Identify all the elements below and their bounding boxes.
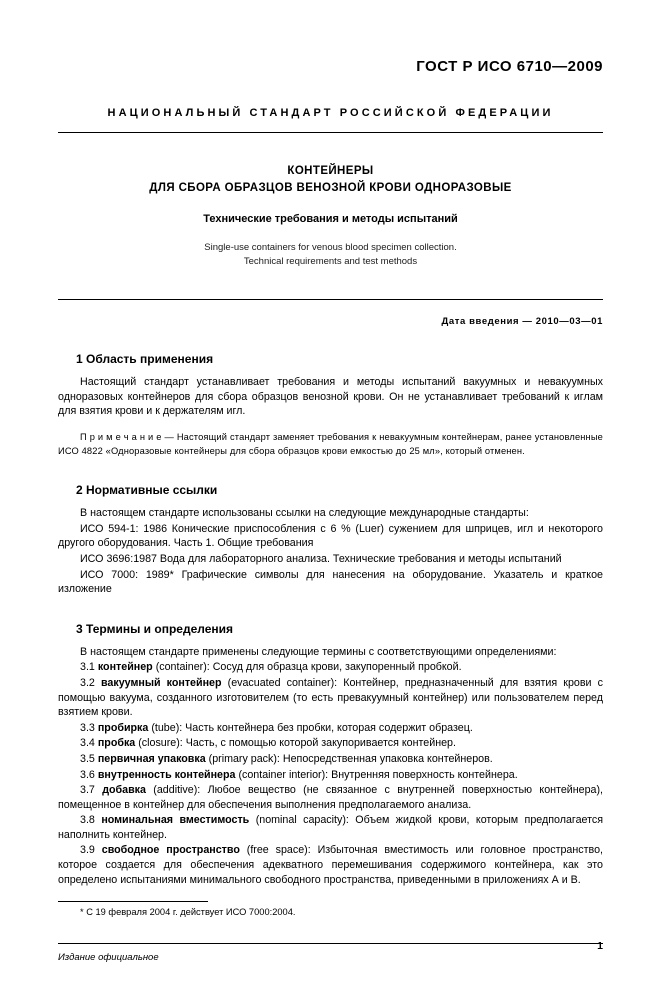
term-label-3-2: вакуумный контейнер — [100, 676, 222, 689]
divider-bottom — [58, 943, 603, 944]
section-heading-terms: 3 Термины и определения — [76, 621, 234, 636]
term-number-3-9: 3.9 — [80, 844, 95, 857]
term-label-3-9: свободное пространство — [101, 844, 240, 857]
document-page — [0, 58, 661, 994]
term-text-3-6: (container interior): Внутренняя поверхность контейнера. — [235, 768, 518, 781]
term-definition-3-9 — [58, 843, 603, 887]
page-number: 1 — [597, 940, 603, 952]
term-number-3-2: 3.2 — [80, 676, 95, 689]
term-definition-3-1 — [58, 660, 603, 675]
term-text-3-5: (primary pack): Непосредственная упаковка контейнеров. — [205, 752, 493, 765]
term-definition-3-2 — [58, 676, 603, 720]
section-3-intro: В настоящем стандарте применены следующие термины с соответствующими определениями: — [80, 645, 557, 658]
term-text-3-3: (tube): Часть контейнера без пробки, которая содержит образец. — [148, 721, 473, 734]
term-number-3-3: 3.3 — [80, 721, 95, 734]
section-2-reference-iso-594: ИСО 594-1: 1986 Конические приспособления с 6 % (Luer) сужением для шприцев, игл и некоторого другого оборудования. Часть 1. Общие требования — [58, 522, 603, 550]
document-title-english — [58, 241, 603, 269]
term-number-3-8: 3.8 — [80, 814, 95, 827]
term-text-3-8: (nominal capacity): Объем жидкой крови, которым предполагается наполнить контейнер. — [58, 814, 604, 841]
document-title-english-line-1: Single-use containers for venous blood specimen collection. — [204, 242, 457, 253]
gost-standard-number: ГОСТ Р ИСО 6710—2009 — [416, 58, 603, 75]
footnote-divider — [58, 901, 208, 902]
term-label-3-8: номинальная вместимость — [101, 814, 250, 827]
term-label-3-7: добавка — [102, 784, 146, 797]
term-definition-3-4 — [58, 736, 603, 751]
term-text-3-9: (free space): Избыточная вместимость или головное пространство, которое создается для обеспечения адекватного перемешивания содержимого контейнера, как это определено испытаниями минимального свободного пространства, приведенными в приложениях А и В. — [58, 844, 603, 886]
term-text-3-2: (evacuated container): Контейнер, предназначенный для взятия крови с помощью вакуума, созданного изготовителем (то есть превакуумный контейнер) или пользователем перед взятием крови. — [58, 676, 603, 719]
section-2-reference-iso-7000: ИСО 7000: 1989* Графические символы для нанесения на оборудование. Указатель и краткое изложение — [58, 568, 603, 596]
term-definition-3-6 — [58, 768, 603, 783]
effective-date: Дата введения — 2010—03—01 — [441, 316, 603, 327]
term-text-3-7: (additive): Любое вещество (не связанное с внутренней поверхностью контейнера), помещенное в контейнер для обеспечения выполнения предполагаемого анализа. — [58, 784, 603, 811]
term-label-3-5: первичная упаковка — [97, 752, 206, 765]
section-2-paragraph-1: В настоящем стандарте использованы ссылки на следующие международные стандарты: — [80, 507, 529, 520]
footnote-text: * С 19 февраля 2004 г. действует ИСО 7000:2004. — [80, 907, 296, 918]
term-label-3-6: внутренность контейнера — [97, 768, 236, 781]
official-edition-label: Издание официальное — [58, 952, 159, 964]
term-number-3-4: 3.4 — [80, 737, 95, 750]
document-title-english-line-2: Technical requirements and test methods — [243, 256, 418, 267]
national-standard-label: НАЦИОНАЛЬНЫЙ СТАНДАРТ РОССИЙСКОЙ ФЕДЕРАЦИИ — [107, 107, 554, 119]
term-number-3-1: 3.1 — [80, 661, 95, 674]
term-number-3-6: 3.6 — [80, 768, 95, 781]
term-text-3-4: (closure): Часть, с помощью которой закупоривается контейнер. — [135, 737, 456, 750]
term-definition-3-3 — [58, 721, 603, 736]
term-text-3-1: (container): Сосуд для образца крови, закупоренный пробкой. — [152, 661, 462, 674]
section-2-reference-iso-3696: ИСО 3696:1987 Вода для лабораторного анализа. Технические требования и методы испытаний — [80, 552, 562, 565]
section-1-paragraph-1: Настоящий стандарт устанавливает требования и методы испытаний вакуумных и невакуумных одноразовых контейнеров для сбора образцов венозной крови. Он не устанавливает требований к иглам для взятия крови и к держателям игл. — [58, 376, 603, 418]
section-heading-references: 2 Нормативные ссылки — [76, 483, 218, 498]
term-definition-3-8 — [58, 813, 603, 842]
term-label-3-4: пробка — [97, 737, 136, 750]
section-1-note: П р и м е ч а н и е — Настоящий стандарт заменяет требования к невакуумным контейнерам, ранее установленные ИСО 4822 «Одноразовые контейнеры для сбора образцов крови емкостью до 25 мл», который отменен. — [58, 431, 603, 456]
section-heading-scope: 1 Область применения — [76, 352, 214, 366]
divider-top — [58, 132, 603, 133]
term-label-3-1: контейнер — [97, 661, 153, 674]
document-subtitle: Технические требования и методы испытаний — [203, 213, 458, 225]
term-number-3-5: 3.5 — [80, 752, 95, 765]
term-definition-3-7 — [58, 783, 603, 812]
document-title — [58, 163, 603, 197]
document-title-line-1: КОНТЕЙНЕРЫ — [287, 165, 374, 177]
term-definition-3-5 — [58, 752, 603, 767]
divider-middle — [58, 299, 603, 300]
term-label-3-3: пробирка — [97, 721, 149, 734]
document-title-line-2: ДЛЯ СБОРА ОБРАЗЦОВ ВЕНОЗНОЙ КРОВИ ОДНОРАЗОВЫЕ — [149, 182, 512, 194]
term-number-3-7: 3.7 — [80, 784, 95, 797]
